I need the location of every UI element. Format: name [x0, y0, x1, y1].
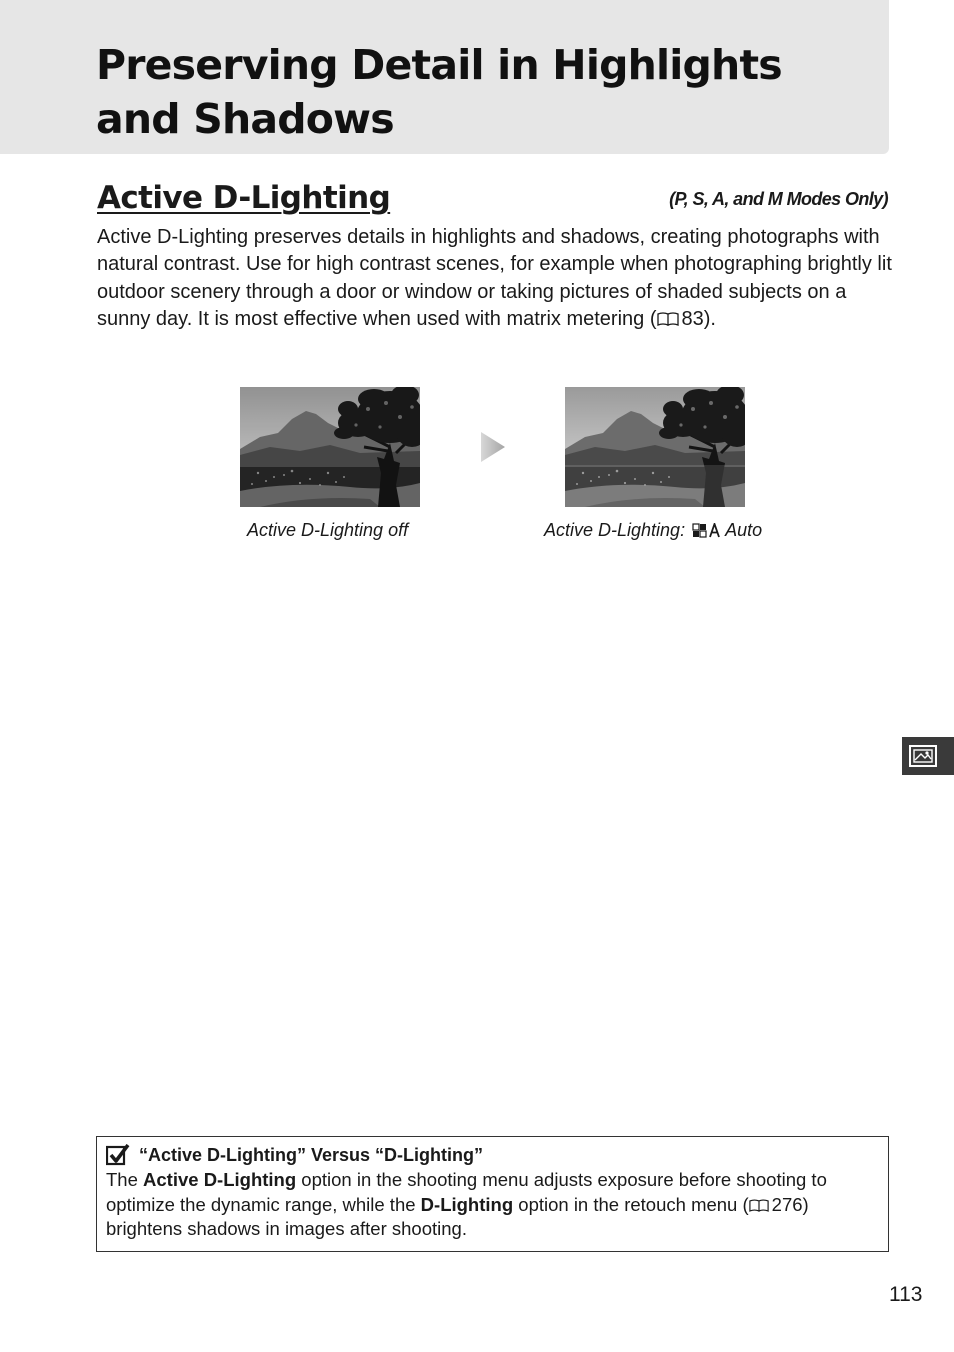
arrow-right-icon	[480, 431, 506, 463]
book-reference-icon	[657, 312, 679, 326]
note-text-3: option in the retouch menu (	[513, 1193, 749, 1215]
note-box	[96, 1136, 889, 1252]
note-body	[106, 1168, 876, 1242]
book-reference-icon	[749, 1199, 769, 1212]
side-tab	[902, 737, 954, 775]
page-number: 113	[889, 1283, 923, 1306]
note-text-1: The	[106, 1169, 144, 1190]
note-bold-d-lighting: D-Lighting	[420, 1193, 514, 1215]
note-text-2: option in the shooting menu adjusts exposure before shooting to optimize the dynamic range, while the	[106, 1169, 827, 1215]
intro-text: Active D-Lighting preserves details in highlights and shadows, creating photographs with natural contrast. Use for high contrast scenes, for example when photographing brightly lit outdoor scenery through a door or window or taking pictures of shaded subjects on a sunny day. It is most effective when used with matrix metering (	[97, 226, 892, 330]
intro-paragraph	[97, 224, 897, 333]
checkmark-icon	[106, 1144, 130, 1166]
note-text-4: brightens shadows in images after shooting.	[106, 1218, 467, 1240]
active-d-lighting-icon	[692, 523, 724, 538]
intro-page-ref: 83).	[681, 307, 716, 330]
shooting-menu-tab-icon	[909, 743, 937, 769]
caption-auto-prefix: Active D-Lighting:	[544, 520, 691, 540]
page-title: Preserving Detail in Highlights and Shadows	[96, 41, 782, 143]
caption-off: Active D-Lighting off	[247, 520, 409, 540]
note-bold-active-d-lighting: Active D-Lighting	[143, 1169, 297, 1190]
caption-auto	[544, 520, 762, 541]
caption-auto-suffix: Auto	[725, 520, 763, 540]
section-heading: Active D-Lighting	[97, 180, 391, 216]
note-title: “Active D-Lighting” Versus “D-Lighting”	[139, 1145, 484, 1165]
photo-active-d-lighting-off	[240, 387, 420, 507]
photo-active-d-lighting-auto	[565, 387, 745, 507]
note-page-ref: 276)	[771, 1193, 809, 1215]
mode-note: (P, S, A, and M Modes Only)	[669, 189, 888, 209]
